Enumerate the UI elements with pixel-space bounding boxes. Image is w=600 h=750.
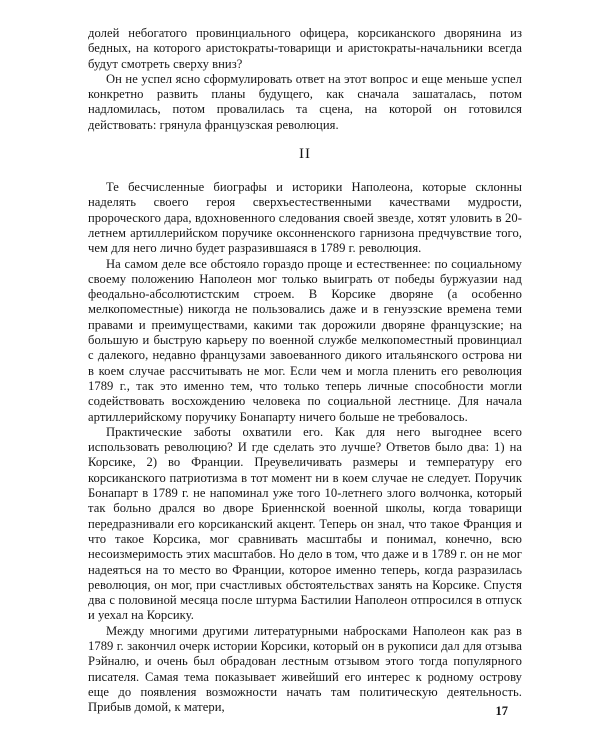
paragraph-corsica-history: Между многими другими литературными набросками Наполеон как раз в 1789 г. закончил очерк истории Корсики, который он в рукописи дал для отзыва Рэйналю, и очень был обрадован лестным отзывом этого тогда популярного писателя. Самая тема показывает живейший его интерес к родному острову еще до появления возможности начать там политическую деятельность. Прибыв домой, к матери,: [88, 623, 522, 715]
chapter-heading: II: [299, 146, 311, 163]
paragraph-continuation: долей небогатого провинциального офицера, корсиканского дворянина из бедных, на которого аристократы-товарищи и аристократы-начальники всегда будут смотреть сверху вниз?: [88, 26, 522, 71]
paragraph-social-position: На самом деле все обстояло гораздо проще и естественнее: по социальному своему положению Наполеон мог только выиграть от победы буржуазии над феодально-абсолютистским строем. В Корсике дворяне (а особенно мелкопоместные) никогда не пользовались даже и в генуэзские времена теми правами и преимуществами, какими так дорожили дворяне французские; на большую и быструю карьеру по военной службе мелкопоместный провинциал с далекого, недавно французами завоеванного дикого итальянского острова ни в коем случае рассчитывать не мог. Если чем и могла пленить его революция 1789 г., так это именно тем, что только теперь личные способности могли содействовать восхождению человека по социальной лестнице. Для начала артиллерийскому поручику Бонапарту ничего больше не требовалось.: [88, 256, 522, 424]
paragraph-biographers: Те бесчисленные биографы и историки Наполеона, которые склонны наделять своего героя сверхъестественными качествами мудрости, пророческого дара, вдохновенного следования своей звезде, хотят уловить в 20-летнем артиллерийском поручике оксонненского гарнизона предчувствие того, чем для него лично будет разразившаяся в 1789 г. революция.: [88, 180, 522, 256]
paragraph-revolution-intro: Он не успел ясно сформулировать ответ на этот вопрос и еще меньше успел конкретно развить планы будущего, как сначала зашаталась, потом надломилась, потом провалилась та сцена, на которой он готовился действовать: грянула французская революция.: [88, 71, 522, 132]
page-number: 17: [495, 704, 508, 718]
paragraph-practical-concerns: Практические заботы охватили его. Как для него выгоднее всего использовать революцию? И где сделать это лучше? Ответов было два: 1) на Корсике, 2) во Франции. Преувеличивать размеры и температуру его корсиканского патриотизма в тот момент ни в коем случае не следует. Поручик Бонапарт в 1789 г. не напоминал уже того 10-летнего злого волчонка, который так больно дрался во дворе Бриеннской военной школы, когда товарищи передразнивали его корсиканский акцент. Теперь он знал, что такое Франция и что такое Корсика, мог сравнивать масштабы и понимал, конечно, всю несоизмеримость этих масштабов. Но дело в том, что даже и в 1789 г. он не мог надеяться на то место во Франции, которое именно теперь, когда разразилась революция, он мог, при счастливых обстоятельствах занять на Корсике. Спустя два с половиной месяца после штурма Бастилии Наполеон отпросился в отпуск и уехал на Корсику.: [88, 424, 522, 623]
